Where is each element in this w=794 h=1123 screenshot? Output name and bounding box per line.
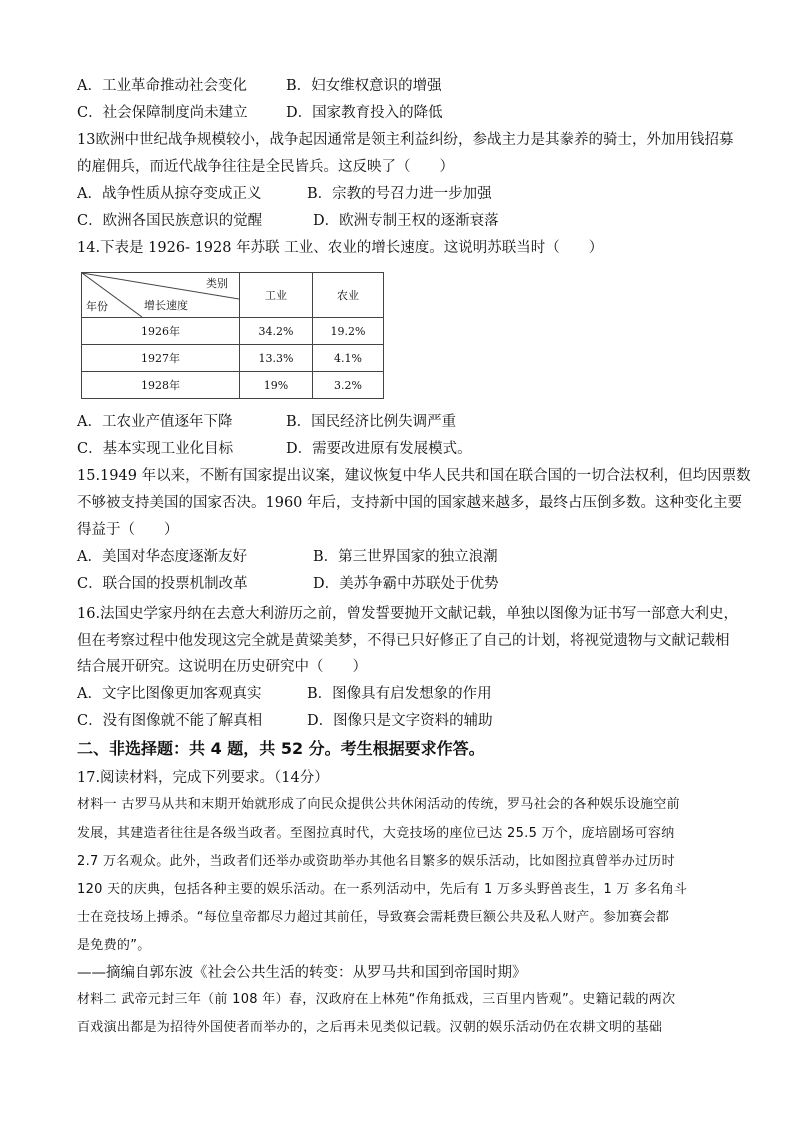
q13-option-a: A．战争性质从掠夺变成正义: [77, 186, 262, 202]
section-heading: 二、非选择题：共 4 题，共 52 分。考生根据要求作答。: [77, 739, 485, 758]
q14-option-b: B．国民经济比例失调严重: [286, 414, 457, 430]
header-category-label: 类别: [206, 277, 228, 290]
material1-line6: 是免费的”。: [77, 938, 151, 953]
material1-line2: 发展，其建造者往往是各级当政者。至图拉真时代，大竞技场的座位已达 25.5 万个，庞培剧场可容纳: [77, 826, 675, 841]
row-agriculture: 19.2%: [313, 318, 384, 345]
q13-option-b: B．宗教的号召力进一步加强: [307, 186, 492, 202]
q16-option-a: A．文字比图像更加客观真实: [77, 686, 262, 702]
row-industry: 34.2%: [240, 318, 313, 345]
row-year: 1928年: [82, 372, 240, 399]
header-industry: 工业: [240, 273, 313, 318]
q15-stem-line3: 得益于（ ）: [77, 522, 179, 538]
q15-option-d: D．美苏争霸中苏联处于优势: [313, 576, 499, 592]
q15-stem-line1: 15.1949 年以来，不断有国家提出议案，建议恢复中华人民共和国在联合国的一切合法权利，但均因票数: [77, 468, 751, 484]
q14-option-d: D．需要改进原有发展模式。: [286, 441, 472, 457]
q16-option-b: B．图像具有启发想象的作用: [307, 686, 492, 702]
row-agriculture: 4.1%: [313, 345, 384, 372]
q15-option-b: B．第三世界国家的独立浪潮: [313, 549, 498, 565]
q13-stem-line2: 的雇佣兵，而近代战争往往是全民皆兵。这反映了（ ）: [77, 159, 454, 175]
row-year: 1926年: [82, 318, 240, 345]
q16-stem-line2: 但在考察过程中他发现这完全就是黄粱美梦，不得已只好修正了自己的计划，将视觉遗物与文献记载相: [77, 633, 730, 649]
q12-option-c: C．社会保障制度尚未建立: [77, 105, 248, 121]
row-year: 1927年: [82, 345, 240, 372]
table-row: [82, 372, 384, 399]
growth-table: [81, 272, 384, 399]
material1-line3: 2.7 万名观众。此外，当政者们还举办或资助举办其他名目繁多的娱乐活动，比如图拉真曾举办过历时: [77, 854, 675, 869]
material1-line1: 材料一 古罗马从共和末期开始就形成了向民众提供公共休闲活动的传统，罗马社会的各种娱乐设施空前: [77, 797, 680, 812]
q15-option-c: C．联合国的投票机制改革: [77, 576, 248, 592]
row-industry: 13.3%: [240, 345, 313, 372]
header-agriculture: 农业: [313, 273, 384, 318]
material1-source: ——摘编自郭东波《社会公共生活的转变：从罗马共和国到帝国时期》: [77, 965, 527, 981]
header-growth-label: 增长速度: [144, 299, 188, 312]
q16-option-c: C．没有图像就不能了解真相: [77, 713, 263, 729]
q14-option-a: A．工农业产值逐年下降: [77, 414, 233, 430]
material1-line5: 士在竞技场上搏杀。“每位皇帝都尽力超过其前任，导致赛会需耗费巨额公共及私人财产。参加赛会都: [77, 910, 670, 925]
table-row: [82, 318, 384, 345]
q14-option-c: C．基本实现工业化目标: [77, 441, 234, 457]
table-row: [82, 345, 384, 372]
q12-option-a: A．工业革命推动社会变化: [77, 78, 247, 94]
material1-line4: 120 天的庆典，包括各种主要的娱乐活动。在一系列活动中，先后有 1 万多头野兽丧生，1 万 多名角斗: [77, 882, 688, 897]
row-agriculture: 3.2%: [313, 372, 384, 399]
header-year-label: 年份: [86, 300, 108, 313]
material2-line1: 材料二 武帝元封三年（前 108 年）春，汉政府在上林苑“作角抵戏，三百里内皆观”。史籍记载的两次: [77, 992, 676, 1007]
q13-stem-line1: 13欧洲中世纪战争规模较小，战争起因通常是领主利益纠纷，参战主力是其豢养的骑士，外加用钱招募: [77, 132, 734, 148]
table-header-diagonal-cell: [82, 273, 240, 318]
q15-stem-line2: 不够被支持美国的国家否决。1960 年后，支持新中国的国家越来越多，最终占压倒多数。这种变化主要: [77, 495, 743, 511]
q15-option-a: A．美国对华态度逐渐友好: [77, 549, 247, 565]
row-industry: 19%: [240, 372, 313, 399]
q13-option-c: C．欧洲各国民族意识的觉醒: [77, 213, 263, 229]
q16-stem-line3: 结合展开研究。这说明在历史研究中（ ）: [77, 659, 367, 675]
q12-option-d: D．国家教育投入的降低: [286, 105, 443, 121]
q17-stem: 17.阅读材料，完成下列要求。（14分）: [77, 770, 329, 786]
material2-line2: 百戏演出都是为招待外国使者而举办的，之后再未见类似记载。汉朝的娱乐活动仍在农耕文明的基础: [77, 1020, 663, 1035]
q16-option-d: D．图像只是文字资料的辅助: [307, 713, 493, 729]
q14-stem: 14.下表是 1926- 1928 年苏联 工业、农业的增长速度。这说明苏联当时（ ）: [77, 240, 604, 256]
q13-option-d: D．欧洲专制王权的逐渐衰落: [313, 213, 499, 229]
q12-option-b: B．妇女维权意识的增强: [286, 78, 442, 94]
q16-stem-line1: 16.法国史学家丹纳在去意大利游历之前，曾发誓要抛开文献记载，单独以图像为证书写一部意大利史，: [77, 606, 739, 622]
